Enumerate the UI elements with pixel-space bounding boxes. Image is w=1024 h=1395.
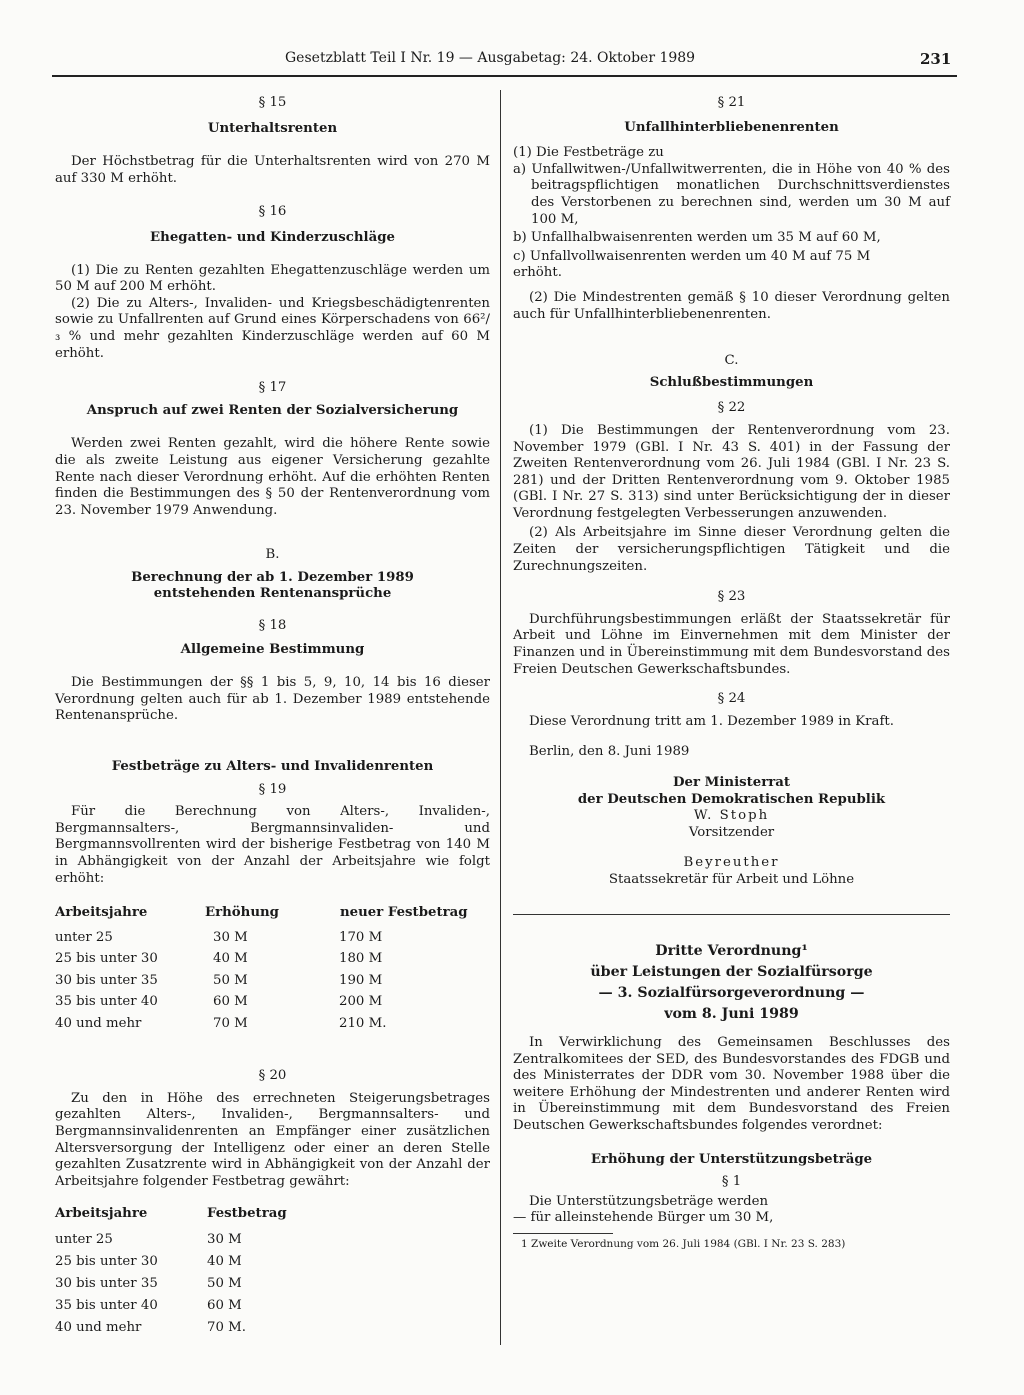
section-title: Unterhaltsrenten [207,120,338,136]
paragraph: (2) Die Mindestrenten gemäß § 10 dieser Verordnung gelten auch für Unfallhinterbliebenenrenten. [513,289,950,322]
festbetrag-table-2 [55,1206,490,1339]
paragraph: (1) Die zu Renten gezahlten Ehegattenzuschläge werden um 50 M auf 200 M erhöht. [55,262,490,295]
paragraph: Zu den in Höhe des errechneten Steigerungsbetrages gezahlten Alters-, Invaliden-, Bergmannsalters- und Bergmannsinvalidenrenten an Empfänger einer zusätzlichen Altersversorgung der Intelligenz oder einer an deren Stelle gezahlten Zusatzrente wird in Abhängigkeit von der Anzahl der Arbeitsjahre folgender Festbetrag gewährt: [55,1090,490,1189]
signature-block [513,775,950,889]
column-header: Festbetrag [207,1206,287,1222]
section-number: § 15 [258,95,287,110]
section-number: § 20 [258,1068,287,1084]
signatory-org: der Deutschen Demokratischen Republik [577,791,886,807]
paragraph: (2) Die zu Alters-, Invaliden- und Kriegsbeschädigtenrenten sowie zu Unfallrenten auf Grund eines Körperschadens von 66²/₃ % und mehr gezahlten Kinderzuschläge werden auf 60 M erhöht. [55,295,490,361]
signatory-name: W. Stoph [693,808,770,824]
subheading: Festbeträge zu Alters- und Invalidenrenten [111,759,434,775]
festbetrag-table [55,905,490,1034]
section-title: Allgemeine Bestimmung [180,641,365,657]
list-item: a) Unfallwitwen-/Unfallwitwerrenten, die in Höhe von 40 % des beitragspflichtigen monatlichen Durchschnittsverdienstes des Verstorbenen zu berechnen sind, werden um 30 M auf 100 M, [513,161,950,227]
table-header [55,1206,490,1223]
section-number: § 21 [717,95,746,110]
table-row: unter 25 30 M [55,1232,242,1248]
column-header: neuer Festbetrag [340,905,468,921]
paragraph: Diese Verordnung tritt am 1. Dezember 1989 in Kraft. [529,713,894,729]
column-divider [500,90,501,1345]
right-column [513,95,950,1253]
paragraph: (1) Die Festbeträge zu [513,145,664,161]
section-number: § 17 [258,380,287,396]
table-row: 30 bis unter 35 50 M [55,1276,242,1292]
signatory-org: Der Ministerrat [673,775,790,790]
table-header [55,905,490,922]
column-header: Erhöhung [205,905,279,921]
table-row: 25 bis unter 30 40 M 180 M [55,951,383,967]
paragraph: (2) Als Arbeitsjahre im Sinne dieser Verordnung gelten die Zeiten der versicherungspflichtigen Tätigkeit und die Zurechnungszeiten. [513,525,950,574]
list-item: c) Unfallvollwaisenrenten werden um 40 M auf 75 M [513,248,871,264]
place-date: Berlin, den 8. Juni 1989 [529,744,690,760]
paragraph: Die Unterstützungsbeträge werden [529,1193,769,1209]
column-header: Arbeitsjahre [55,1206,148,1222]
section-title: Anspruch auf zwei Renten der Sozialversicherung [86,402,459,418]
left-column [55,95,490,1339]
header-rule [52,75,957,77]
signatory-role: Vorsitzender [688,824,775,840]
part-title: Berechnung der ab 1. Dezember 1989 [131,569,414,585]
table-row: 35 bis unter 40 60 M 200 M [55,994,383,1010]
running-header: Gesetzblatt Teil I Nr. 19 — Ausgabetag: 24. Oktober 1989 [285,50,696,66]
subheading: Erhöhung der Unterstützungsbeträge [590,1151,873,1167]
section-title: Unfallhinterbliebenenrenten [624,119,839,135]
paragraph: Die Bestimmungen der §§ 1 bis 5, 9, 10, 14 bis 16 dieser Verordnung gelten auch für ab 1. Dezember 1989 entstehende Rentenansprüche. [55,675,490,724]
regulation-title: Dritte Verordnung¹ über Leistungen der Sozialfürsorge — 3. Sozialfürsorgeverordnung — vom 8. Juni 1989 [590,943,873,1023]
list-item: — für alleinstehende Bürger um 30 M, [513,1210,774,1226]
list-item: b) Unfallhalbwaisenrenten werden um 35 M auf 60 M, [513,230,881,246]
table-row: unter 25 30 M 170 M [55,929,383,945]
paragraph: In Verwirklichung des Gemeinsamen Beschlusses des Zentralkomitees der SED, des Bundesvorstandes des FDGB und des Ministerrates der DDR vom 30. November 1988 über die weitere Erhöhung der Mindestrenten und anderer Renten wird in Übereinstimmung mit dem Bundesvorstand des Freien Deutschen Gewerkschaftsbundes folgendes verordnet: [513,1035,950,1134]
section-number: § 16 [258,204,287,220]
table-row: 30 bis unter 35 50 M 190 M [55,972,383,988]
signatory-name: Beyreuther [683,855,780,871]
section-number: § 23 [717,589,746,605]
section-number: § 24 [717,691,746,707]
table-row: 35 bis unter 40 60 M [55,1298,242,1314]
part-letter: C. [724,353,739,369]
signatory-role: Staatssekretär für Arbeit und Löhne [608,871,855,887]
section-number: § 18 [258,618,287,634]
paragraph: (1) Die Bestimmungen der Rentenverordnung vom 23. November 1979 (GBl. I Nr. 43 S. 401) in der Fassung der Zweiten Rentenverordnung vom 26. Juli 1984 (GBl. I Nr. 23 S. 281) und der Dritten Rentenverordnung vom 9. Oktober 1985 (GBl. I Nr. 27 S. 313) sind unter Berücksichtigung der in dieser Verordnung festgelegten Verbesserungen anzuwenden. [513,422,950,521]
footnote: 1 Zweite Verordnung vom 26. Juli 1984 (GBl. I Nr. 23 S. 283) [521,1238,846,1250]
part-title: Schlußbestimmungen [649,374,814,390]
paragraph: Der Höchstbetrag für die Unterhaltsrenten wird von 270 M auf 330 M erhöht. [55,154,490,186]
section-number: § 19 [258,781,287,797]
paragraph: erhöht. [513,265,562,281]
paragraph: Für die Berechnung von Alters-, Invaliden-, Bergmannsalters-, Bergmannsinvaliden- und Bergmannsvollrenten wird der bisherige Festbetrag von 140 M in Abhängigkeit von der Anzahl der Arbeitsjahre wie folgt erhöht: [55,804,490,886]
footnote-rule [513,1233,613,1234]
paragraph: Durchführungsbestimmungen erläßt der Staatssekretär für Arbeit und Löhne im Einvernehmen mit dem Minister der Finanzen und in Übereinstimmung mit dem Bundesvorstand des Freien Deutschen Gewerkschaftsbundes. [513,611,950,677]
column-header: Arbeitsjahre [55,905,148,921]
section-number: § 22 [717,400,746,416]
table-row: 25 bis unter 30 40 M [55,1254,242,1270]
page-number: 231 [920,50,952,68]
paragraph: Werden zwei Renten gezahlt, wird die höhere Rente sowie die als zweite Leistung aus eigener Versicherung gezahlte Rente nach dieser Verordnung erhöht. Auf die erhöhten Renten finden die Bestimmungen des § 50 der Rentenverordnung vom 23. November 1979 Anwendung. [55,436,490,518]
part-letter: B. [265,547,280,563]
section-title: Ehegatten- und Kinderzuschläge [150,229,395,245]
section-separator [513,914,950,916]
table-row: 40 und mehr 70 M. [55,1320,246,1336]
part-title: entstehenden Rentenansprüche [153,586,392,602]
section-number: § 1 [721,1174,742,1190]
table-row: 40 und mehr 70 M 210 M. [55,1015,387,1031]
